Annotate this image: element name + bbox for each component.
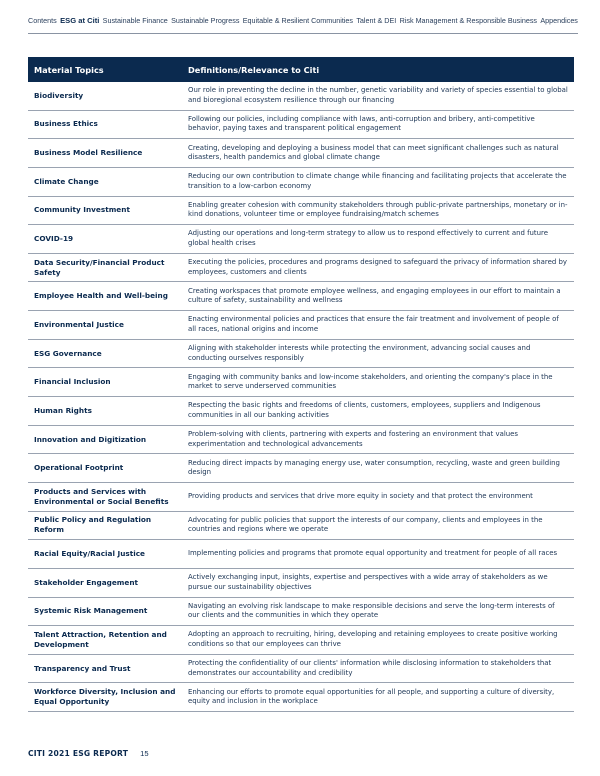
table-row (28, 540, 574, 569)
definition-cell: Aligning with stakeholder interests while protecting the environment, advancing social causes and conducting ourselves responsibly (188, 343, 531, 362)
topic-cell: Talent Attraction, Retention and Development (34, 629, 167, 649)
table-row (28, 311, 574, 340)
definition-cell: Respecting the basic rights and freedoms of clients, customers, employees, suppliers and Indigenous communities in all our banking activities (188, 401, 541, 419)
topic-cell: Products and Services with Environmental or Social Benefits (34, 486, 169, 506)
definition-cell: Reducing direct impacts by managing energy use, water consumption, recycling, waste and green building design (188, 458, 560, 477)
topic-cell: Environmental Justice (34, 319, 124, 329)
topic-cell: COVID-19 (34, 234, 74, 244)
table-header (28, 57, 574, 82)
table-row (28, 282, 574, 311)
topic-cell: Community Investment (34, 205, 130, 215)
definition-cell: Enabling greater cohesion with community stakeholders through public-private partnerships, monetary or in-kind donations, volunteer time or employee fundraising/match schemes (188, 200, 568, 219)
table-row (28, 254, 574, 283)
nav-item-talent-dei[interactable]: Talent & DEI (356, 15, 397, 25)
definition-cell: Engaging with community banks and low-income stakeholders, and orienting the company's place in the market to serve underserved communities (188, 372, 553, 391)
topic-cell: Business Model Resilience (34, 148, 143, 158)
table-row (28, 397, 574, 426)
definition-cell: Problem-solving with clients, partnering with experts and fostering an environment that values experimentation and technological advancements (188, 429, 519, 448)
topic-cell: Climate Change (34, 176, 99, 186)
material-topics-table (28, 57, 574, 712)
table-row (28, 683, 574, 712)
topic-cell: Public Policy and Regulation Reform (34, 515, 152, 535)
topic-cell: Innovation and Digitization (34, 434, 147, 444)
header-material-topics: Material Topics (34, 64, 104, 75)
table-row (28, 168, 574, 197)
topic-cell: ESG Governance (34, 348, 102, 358)
table-row (28, 655, 574, 684)
table-row (28, 426, 574, 455)
table-row (28, 111, 574, 140)
topic-cell: Workforce Diversity, Inclusion and Equal Opportunity (34, 687, 176, 707)
definition-cell: Reducing our own contribution to climate change while financing and facilitating projects that accelerate the transition to a low-carbon economy (188, 172, 567, 190)
topic-cell: Operational Footprint (34, 463, 124, 473)
nav-divider (28, 33, 578, 34)
definition-cell: Enhancing our efforts to promote equal opportunities for all people, and supporting a culture of diversity, equity and inclusion in the workplace (188, 687, 555, 706)
nav-item-appendices[interactable]: Appendices (540, 15, 578, 25)
table-row (28, 512, 574, 541)
nav-item-contents[interactable]: Contents (28, 15, 57, 25)
table-row (28, 598, 574, 627)
topic-cell: Employee Health and Well-being (34, 291, 168, 301)
nav-item-risk-management-responsible-business[interactable]: Risk Management & Responsible Business (399, 15, 538, 25)
definition-cell: Adjusting our operations and long-term strategy to allow us to respond effectively to current and future global health crises (188, 229, 548, 248)
topic-cell: Data Security/Financial Product Safety (34, 257, 165, 277)
table-row (28, 139, 574, 168)
table-row (28, 340, 574, 369)
nav-item-equitable-resilient-communities[interactable]: Equitable & Resilient Communities (242, 15, 354, 25)
topic-cell: Systemic Risk Management (34, 606, 148, 616)
page-footer (28, 749, 149, 758)
definition-cell: Adopting an approach to recruiting, hiring, developing and retaining employees to create positive working conditions so that our employees can thrive (188, 630, 558, 648)
top-navigation (28, 13, 578, 27)
topic-cell: Stakeholder Engagement (34, 577, 139, 587)
topic-cell: Financial Inclusion (34, 377, 111, 387)
topic-cell: Biodiversity (34, 90, 84, 100)
definition-cell: Executing the policies, procedures and programs designed to safeguard the privacy of information shared by employees, customers and clients (188, 258, 568, 276)
table-row (28, 483, 574, 512)
table-row (28, 197, 574, 226)
page-number: 15 (140, 749, 149, 758)
definition-cell: Enacting environmental policies and practices that ensure the fair treatment and involvement of people of all races, national origins and income (188, 315, 559, 333)
topic-cell: Racial Equity/Racial Justice (34, 549, 145, 559)
definition-cell: Implementing policies and programs that promote equal opportunity and treatment for people of all races (188, 549, 558, 558)
table-row (28, 569, 574, 598)
topic-cell: Business Ethics (34, 119, 98, 129)
header-definitions: Definitions/Relevance to Citi (188, 64, 320, 75)
table-row (28, 82, 574, 111)
topic-cell: Transparency and Trust (34, 663, 131, 673)
table-row (28, 368, 574, 397)
definition-cell: Our role in preventing the decline in the number, genetic variability and variety of species essential to global and bioregional ecosystem resilience through our financing (188, 86, 568, 104)
definition-cell: Actively exchanging input, insights, expertise and perspectives with a wide array of stakeholders as we pursue our sustainability objectives (188, 573, 548, 591)
nav-item-esg-at-citi[interactable]: ESG at Citi (60, 15, 100, 25)
definition-cell: Providing products and services that drive more equity in society and that protect the environment (188, 491, 533, 500)
report-title: CITI 2021 ESG REPORT (28, 749, 129, 758)
definition-cell: Navigating an evolving risk landscape to make responsible decisions and serve the long-term interests of our clients and the communities in which they operate (188, 601, 555, 620)
definition-cell: Advocating for public policies that support the interests of our company, clients and employees in the countries and regions where we operate (188, 515, 543, 534)
nav-item-sustainable-progress[interactable]: Sustainable Progress (171, 15, 240, 25)
table-row (28, 225, 574, 254)
table-row (28, 626, 574, 655)
topic-cell: Human Rights (34, 405, 92, 415)
table-body (28, 82, 574, 712)
definition-cell: Creating workspaces that promote employee wellness, and engaging employees in our effort to maintain a culture of safety, sustainability and wellness (188, 286, 561, 305)
nav-item-sustainable-finance[interactable]: Sustainable Finance (102, 15, 168, 25)
definition-cell: Creating, developing and deploying a business model that can meet significant challenges such as natural disasters, health pandemics and global climate change (188, 143, 559, 162)
definition-cell: Following our policies, including compliance with laws, anti-corruption and bribery, anti-competitive behavior, paying taxes and transparent political engagement (188, 114, 535, 133)
table-row (28, 454, 574, 483)
definition-cell: Protecting the confidentiality of our clients' information while disclosing information to stakeholders that demonstrates our accountability and credibility (188, 659, 552, 677)
